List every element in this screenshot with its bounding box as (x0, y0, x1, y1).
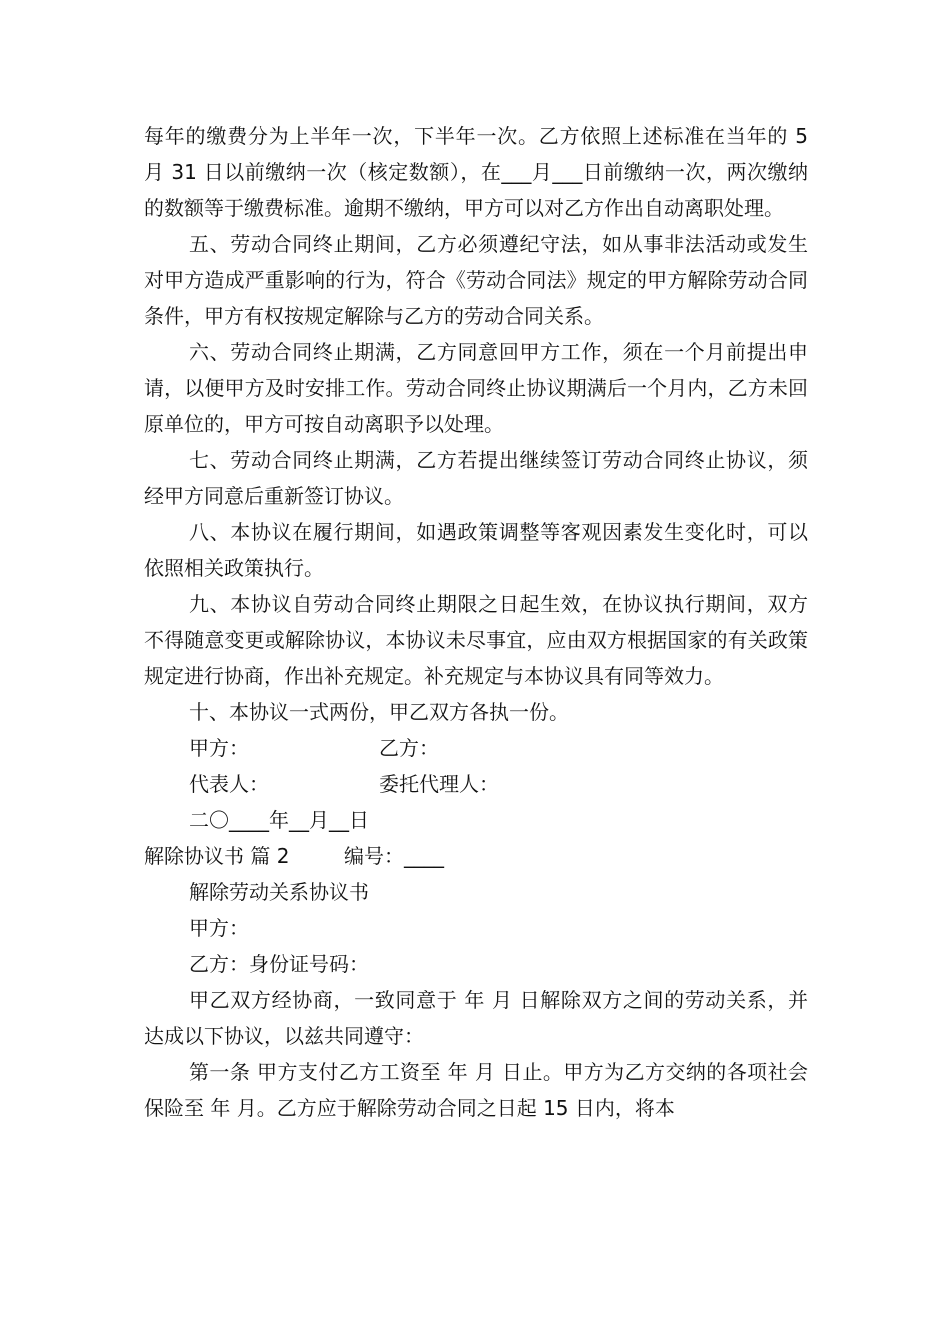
document-number-label: 编号：____ (344, 844, 444, 868)
agreement-article-1: 第一条 甲方支付乙方工资至 年 月 日止。甲方为乙方交纳的各项社会保险至 年 月。乙方应于解除劳动合同之日起 15 日内，将本 (144, 1060, 808, 1120)
agent-label: 委托代理人： (379, 772, 499, 796)
section-2-party-b: 乙方：身份证号码： (189, 952, 369, 976)
section-2-title: 解除协议书 篇 2 (144, 844, 290, 868)
agreement-intro: 甲乙双方经协商，一致同意于 年 月 日解除双方之间的劳动关系，并达成以下协议，以兹共同遵守： (144, 988, 808, 1048)
paragraph-payment-schedule: 每年的缴费分为上半年一次，下半年一次。乙方依照上述标准在当年的 5 月 31 日以前缴纳一次（核定数额），在___月___日前缴纳一次，两次缴纳的数额等于缴费标准。逾期不缴纳，甲方可以对乙方作出自动离职处理。 (144, 124, 808, 220)
paragraph-clause-8: 八、本协议在履行期间，如遇政策调整等客观因素发生变化时，可以依照相关政策执行。 (144, 520, 808, 580)
representative-label: 代表人： (189, 772, 269, 796)
document-body (144, 118, 808, 1126)
signature-representatives-row (144, 766, 808, 802)
party-a-label: 甲方： (189, 736, 249, 760)
paragraph-clause-5: 五、劳动合同终止期间，乙方必须遵纪守法，如从事非法活动或发生对甲方造成严重影响的行为，符合《劳动合同法》规定的甲方解除劳动合同条件，甲方有权按规定解除与乙方的劳动合同关系。 (144, 232, 808, 328)
section-2-party-a: 甲方： (189, 916, 249, 940)
party-b-label: 乙方： (379, 736, 439, 760)
section-2-heading (144, 838, 808, 874)
agreement-title: 解除劳动关系协议书 (189, 880, 369, 904)
paragraph-clause-10: 十、本协议一式两份，甲乙双方各执一份。 (189, 700, 569, 724)
paragraph-clause-7: 七、劳动合同终止期满，乙方若提出继续签订劳动合同终止协议，须经甲方同意后重新签订协议。 (144, 448, 808, 508)
paragraph-clause-6: 六、劳动合同终止期满，乙方同意回甲方工作，须在一个月前提出申请，以便甲方及时安排工作。劳动合同终止协议期满后一个月内，乙方未回原单位的，甲方可按自动离职予以处理。 (144, 340, 808, 436)
paragraph-clause-9: 九、本协议自劳动合同终止期限之日起生效，在协议执行期间，双方不得随意变更或解除协议，本协议未尽事宜，应由双方根据国家的有关政策规定进行协商，作出补充规定。补充规定与本协议具有同等效力。 (144, 592, 808, 688)
signature-parties-row (144, 730, 808, 766)
signature-date: 二〇____年__月__日 (189, 808, 369, 832)
